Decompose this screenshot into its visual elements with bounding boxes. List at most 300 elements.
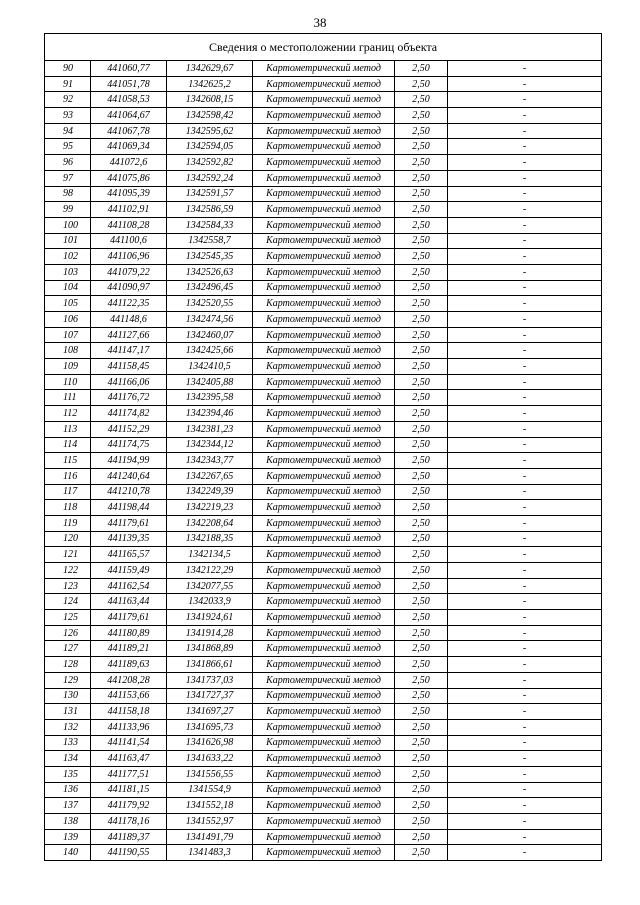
table-row bbox=[45, 264, 602, 280]
y-coordinate-cell: 1342394,46 bbox=[167, 406, 253, 422]
table-row bbox=[45, 217, 602, 233]
y-coordinate-cell: 1342591,57 bbox=[167, 186, 253, 202]
y-coordinate-cell: 1341483,3 bbox=[167, 845, 253, 861]
description-cell: - bbox=[448, 782, 602, 798]
description-cell: - bbox=[448, 484, 602, 500]
x-coordinate-cell: 441162,54 bbox=[91, 578, 167, 594]
accuracy-cell: 2,50 bbox=[395, 406, 448, 422]
table-row bbox=[45, 343, 602, 359]
method-cell: Картометрический метод bbox=[253, 468, 395, 484]
method-cell: Картометрический метод bbox=[253, 296, 395, 312]
y-coordinate-cell: 1341695,73 bbox=[167, 719, 253, 735]
point-number-cell: 97 bbox=[45, 170, 91, 186]
x-coordinate-cell: 441153,66 bbox=[91, 688, 167, 704]
table-row bbox=[45, 672, 602, 688]
accuracy-cell: 2,50 bbox=[395, 719, 448, 735]
accuracy-cell: 2,50 bbox=[395, 202, 448, 218]
table-row bbox=[45, 766, 602, 782]
point-number-cell: 123 bbox=[45, 578, 91, 594]
y-coordinate-cell: 1342134,5 bbox=[167, 547, 253, 563]
y-coordinate-cell: 1342343,77 bbox=[167, 453, 253, 469]
description-cell: - bbox=[448, 672, 602, 688]
description-cell: - bbox=[448, 170, 602, 186]
accuracy-cell: 2,50 bbox=[395, 563, 448, 579]
description-cell: - bbox=[448, 688, 602, 704]
point-number-cell: 113 bbox=[45, 421, 91, 437]
method-cell: Картометрический метод bbox=[253, 798, 395, 814]
accuracy-cell: 2,50 bbox=[395, 421, 448, 437]
method-cell: Картометрический метод bbox=[253, 453, 395, 469]
accuracy-cell: 2,50 bbox=[395, 500, 448, 516]
method-cell: Картометрический метод bbox=[253, 766, 395, 782]
description-cell: - bbox=[448, 343, 602, 359]
x-coordinate-cell: 441180,89 bbox=[91, 625, 167, 641]
y-coordinate-cell: 1342267,65 bbox=[167, 468, 253, 484]
point-number-cell: 99 bbox=[45, 202, 91, 218]
point-number-cell: 98 bbox=[45, 186, 91, 202]
table-row bbox=[45, 547, 602, 563]
method-cell: Картометрический метод bbox=[253, 92, 395, 108]
point-number-cell: 106 bbox=[45, 312, 91, 328]
x-coordinate-cell: 441166,06 bbox=[91, 374, 167, 390]
accuracy-cell: 2,50 bbox=[395, 594, 448, 610]
table-row bbox=[45, 296, 602, 312]
description-cell: - bbox=[448, 186, 602, 202]
point-number-cell: 92 bbox=[45, 92, 91, 108]
table-row bbox=[45, 484, 602, 500]
y-coordinate-cell: 1342520,55 bbox=[167, 296, 253, 312]
accuracy-cell: 2,50 bbox=[395, 468, 448, 484]
table-row bbox=[45, 249, 602, 265]
description-cell: - bbox=[448, 233, 602, 249]
table-row bbox=[45, 515, 602, 531]
accuracy-cell: 2,50 bbox=[395, 641, 448, 657]
method-cell: Картометрический метод bbox=[253, 312, 395, 328]
x-coordinate-cell: 441176,72 bbox=[91, 390, 167, 406]
table-row bbox=[45, 704, 602, 720]
description-cell: - bbox=[448, 390, 602, 406]
method-cell: Картометрический метод bbox=[253, 547, 395, 563]
table-row bbox=[45, 139, 602, 155]
accuracy-cell: 2,50 bbox=[395, 139, 448, 155]
x-coordinate-cell: 441178,16 bbox=[91, 814, 167, 830]
x-coordinate-cell: 441139,35 bbox=[91, 531, 167, 547]
description-cell: - bbox=[448, 312, 602, 328]
accuracy-cell: 2,50 bbox=[395, 672, 448, 688]
table-row bbox=[45, 468, 602, 484]
table-row bbox=[45, 500, 602, 516]
x-coordinate-cell: 441069,34 bbox=[91, 139, 167, 155]
method-cell: Картометрический метод bbox=[253, 751, 395, 767]
y-coordinate-cell: 1342592,82 bbox=[167, 155, 253, 171]
method-cell: Картометрический метод bbox=[253, 845, 395, 861]
description-cell: - bbox=[448, 563, 602, 579]
point-number-cell: 130 bbox=[45, 688, 91, 704]
description-cell: - bbox=[448, 657, 602, 673]
method-cell: Картометрический метод bbox=[253, 421, 395, 437]
y-coordinate-cell: 1342460,07 bbox=[167, 327, 253, 343]
description-cell: - bbox=[448, 217, 602, 233]
table-row bbox=[45, 814, 602, 830]
table-row bbox=[45, 406, 602, 422]
y-coordinate-cell: 1342033,9 bbox=[167, 594, 253, 610]
description-cell: - bbox=[448, 814, 602, 830]
x-coordinate-cell: 441064,67 bbox=[91, 108, 167, 124]
point-number-cell: 102 bbox=[45, 249, 91, 265]
table-row bbox=[45, 437, 602, 453]
table-row bbox=[45, 782, 602, 798]
x-coordinate-cell: 441210,78 bbox=[91, 484, 167, 500]
y-coordinate-cell: 1342625,2 bbox=[167, 76, 253, 92]
method-cell: Картометрический метод bbox=[253, 515, 395, 531]
table-row bbox=[45, 610, 602, 626]
accuracy-cell: 2,50 bbox=[395, 625, 448, 641]
y-coordinate-cell: 1341697,27 bbox=[167, 704, 253, 720]
y-coordinate-cell: 1342586,59 bbox=[167, 202, 253, 218]
y-coordinate-cell: 1342344,12 bbox=[167, 437, 253, 453]
accuracy-cell: 2,50 bbox=[395, 327, 448, 343]
point-number-cell: 137 bbox=[45, 798, 91, 814]
x-coordinate-cell: 441158,18 bbox=[91, 704, 167, 720]
y-coordinate-cell: 1341727,37 bbox=[167, 688, 253, 704]
x-coordinate-cell: 441095,39 bbox=[91, 186, 167, 202]
description-cell: - bbox=[448, 155, 602, 171]
table-row bbox=[45, 594, 602, 610]
table-row bbox=[45, 563, 602, 579]
y-coordinate-cell: 1342381,23 bbox=[167, 421, 253, 437]
table-row bbox=[45, 453, 602, 469]
description-cell: - bbox=[448, 453, 602, 469]
point-number-cell: 107 bbox=[45, 327, 91, 343]
description-cell: - bbox=[448, 766, 602, 782]
method-cell: Картометрический метод bbox=[253, 264, 395, 280]
table-row bbox=[45, 76, 602, 92]
table-row bbox=[45, 688, 602, 704]
point-number-cell: 127 bbox=[45, 641, 91, 657]
accuracy-cell: 2,50 bbox=[395, 798, 448, 814]
point-number-cell: 96 bbox=[45, 155, 91, 171]
table-row bbox=[45, 155, 602, 171]
x-coordinate-cell: 441152,29 bbox=[91, 421, 167, 437]
point-number-cell: 93 bbox=[45, 108, 91, 124]
y-coordinate-cell: 1342595,62 bbox=[167, 123, 253, 139]
accuracy-cell: 2,50 bbox=[395, 61, 448, 77]
method-cell: Картометрический метод bbox=[253, 719, 395, 735]
method-cell: Картометрический метод bbox=[253, 123, 395, 139]
method-cell: Картометрический метод bbox=[253, 782, 395, 798]
point-number-cell: 134 bbox=[45, 751, 91, 767]
x-coordinate-cell: 441122,35 bbox=[91, 296, 167, 312]
x-coordinate-cell: 441174,75 bbox=[91, 437, 167, 453]
accuracy-cell: 2,50 bbox=[395, 264, 448, 280]
method-cell: Картометрический метод bbox=[253, 484, 395, 500]
table-row bbox=[45, 123, 602, 139]
description-cell: - bbox=[448, 139, 602, 155]
y-coordinate-cell: 1342077,55 bbox=[167, 578, 253, 594]
point-number-cell: 114 bbox=[45, 437, 91, 453]
x-coordinate-cell: 441198,44 bbox=[91, 500, 167, 516]
method-cell: Картометрический метод bbox=[253, 688, 395, 704]
y-coordinate-cell: 1342474,56 bbox=[167, 312, 253, 328]
method-cell: Картометрический метод bbox=[253, 108, 395, 124]
point-number-cell: 140 bbox=[45, 845, 91, 861]
description-cell: - bbox=[448, 280, 602, 296]
table-row bbox=[45, 578, 602, 594]
accuracy-cell: 2,50 bbox=[395, 484, 448, 500]
point-number-cell: 129 bbox=[45, 672, 91, 688]
x-coordinate-cell: 441108,28 bbox=[91, 217, 167, 233]
y-coordinate-cell: 1342405,88 bbox=[167, 374, 253, 390]
accuracy-cell: 2,50 bbox=[395, 296, 448, 312]
y-coordinate-cell: 1341866,61 bbox=[167, 657, 253, 673]
description-cell: - bbox=[448, 798, 602, 814]
method-cell: Картометрический метод bbox=[253, 531, 395, 547]
method-cell: Картометрический метод bbox=[253, 735, 395, 751]
accuracy-cell: 2,50 bbox=[395, 312, 448, 328]
point-number-cell: 120 bbox=[45, 531, 91, 547]
method-cell: Картометрический метод bbox=[253, 61, 395, 77]
method-cell: Картометрический метод bbox=[253, 327, 395, 343]
accuracy-cell: 2,50 bbox=[395, 233, 448, 249]
point-number-cell: 119 bbox=[45, 515, 91, 531]
point-number-cell: 122 bbox=[45, 563, 91, 579]
x-coordinate-cell: 441163,44 bbox=[91, 594, 167, 610]
table-row bbox=[45, 327, 602, 343]
x-coordinate-cell: 441240,64 bbox=[91, 468, 167, 484]
y-coordinate-cell: 1342122,29 bbox=[167, 563, 253, 579]
accuracy-cell: 2,50 bbox=[395, 688, 448, 704]
point-number-cell: 125 bbox=[45, 610, 91, 626]
x-coordinate-cell: 441127,66 bbox=[91, 327, 167, 343]
x-coordinate-cell: 441090,97 bbox=[91, 280, 167, 296]
point-number-cell: 101 bbox=[45, 233, 91, 249]
table-title: Сведения о местоположении границ объекта bbox=[45, 34, 602, 61]
accuracy-cell: 2,50 bbox=[395, 610, 448, 626]
y-coordinate-cell: 1342425,66 bbox=[167, 343, 253, 359]
accuracy-cell: 2,50 bbox=[395, 343, 448, 359]
y-coordinate-cell: 1342594,05 bbox=[167, 139, 253, 155]
description-cell: - bbox=[448, 735, 602, 751]
method-cell: Картометрический метод bbox=[253, 563, 395, 579]
x-coordinate-cell: 441079,22 bbox=[91, 264, 167, 280]
table-row bbox=[45, 845, 602, 861]
x-coordinate-cell: 441147,17 bbox=[91, 343, 167, 359]
y-coordinate-cell: 1342584,33 bbox=[167, 217, 253, 233]
y-coordinate-cell: 1341633,22 bbox=[167, 751, 253, 767]
point-number-cell: 91 bbox=[45, 76, 91, 92]
y-coordinate-cell: 1341924,61 bbox=[167, 610, 253, 626]
description-cell: - bbox=[448, 515, 602, 531]
y-coordinate-cell: 1342410,5 bbox=[167, 359, 253, 375]
description-cell: - bbox=[448, 531, 602, 547]
table-row bbox=[45, 641, 602, 657]
x-coordinate-cell: 441189,63 bbox=[91, 657, 167, 673]
table-row bbox=[45, 735, 602, 751]
boundary-coordinates-table bbox=[44, 33, 602, 861]
point-number-cell: 133 bbox=[45, 735, 91, 751]
table-row bbox=[45, 108, 602, 124]
method-cell: Картометрический метод bbox=[253, 610, 395, 626]
accuracy-cell: 2,50 bbox=[395, 217, 448, 233]
x-coordinate-cell: 441179,61 bbox=[91, 610, 167, 626]
x-coordinate-cell: 441194,99 bbox=[91, 453, 167, 469]
method-cell: Картометрический метод bbox=[253, 217, 395, 233]
accuracy-cell: 2,50 bbox=[395, 92, 448, 108]
y-coordinate-cell: 1341552,97 bbox=[167, 814, 253, 830]
point-number-cell: 109 bbox=[45, 359, 91, 375]
point-number-cell: 90 bbox=[45, 61, 91, 77]
accuracy-cell: 2,50 bbox=[395, 186, 448, 202]
table-row bbox=[45, 531, 602, 547]
point-number-cell: 117 bbox=[45, 484, 91, 500]
point-number-cell: 132 bbox=[45, 719, 91, 735]
method-cell: Картометрический метод bbox=[253, 359, 395, 375]
method-cell: Картометрический метод bbox=[253, 657, 395, 673]
description-cell: - bbox=[448, 327, 602, 343]
description-cell: - bbox=[448, 359, 602, 375]
accuracy-cell: 2,50 bbox=[395, 782, 448, 798]
y-coordinate-cell: 1341556,55 bbox=[167, 766, 253, 782]
x-coordinate-cell: 441208,28 bbox=[91, 672, 167, 688]
x-coordinate-cell: 441106,96 bbox=[91, 249, 167, 265]
y-coordinate-cell: 1341868,89 bbox=[167, 641, 253, 657]
description-cell: - bbox=[448, 406, 602, 422]
x-coordinate-cell: 441100,6 bbox=[91, 233, 167, 249]
accuracy-cell: 2,50 bbox=[395, 657, 448, 673]
accuracy-cell: 2,50 bbox=[395, 515, 448, 531]
point-number-cell: 126 bbox=[45, 625, 91, 641]
method-cell: Картометрический метод bbox=[253, 500, 395, 516]
point-number-cell: 139 bbox=[45, 829, 91, 845]
x-coordinate-cell: 441174,82 bbox=[91, 406, 167, 422]
x-coordinate-cell: 441141,54 bbox=[91, 735, 167, 751]
description-cell: - bbox=[448, 751, 602, 767]
point-number-cell: 128 bbox=[45, 657, 91, 673]
y-coordinate-cell: 1342526,63 bbox=[167, 264, 253, 280]
x-coordinate-cell: 441165,57 bbox=[91, 547, 167, 563]
accuracy-cell: 2,50 bbox=[395, 751, 448, 767]
x-coordinate-cell: 441148,6 bbox=[91, 312, 167, 328]
description-cell: - bbox=[448, 500, 602, 516]
accuracy-cell: 2,50 bbox=[395, 76, 448, 92]
y-coordinate-cell: 1341491,79 bbox=[167, 829, 253, 845]
y-coordinate-cell: 1342249,39 bbox=[167, 484, 253, 500]
y-coordinate-cell: 1341552,18 bbox=[167, 798, 253, 814]
point-number-cell: 121 bbox=[45, 547, 91, 563]
table-row bbox=[45, 719, 602, 735]
x-coordinate-cell: 441179,61 bbox=[91, 515, 167, 531]
accuracy-cell: 2,50 bbox=[395, 123, 448, 139]
method-cell: Картометрический метод bbox=[253, 249, 395, 265]
point-number-cell: 116 bbox=[45, 468, 91, 484]
table-row bbox=[45, 798, 602, 814]
y-coordinate-cell: 1342545,35 bbox=[167, 249, 253, 265]
accuracy-cell: 2,50 bbox=[395, 814, 448, 830]
description-cell: - bbox=[448, 578, 602, 594]
table-row bbox=[45, 751, 602, 767]
method-cell: Картометрический метод bbox=[253, 578, 395, 594]
point-number-cell: 100 bbox=[45, 217, 91, 233]
y-coordinate-cell: 1342592,24 bbox=[167, 170, 253, 186]
y-coordinate-cell: 1342395,58 bbox=[167, 390, 253, 406]
table-row bbox=[45, 186, 602, 202]
x-coordinate-cell: 441189,37 bbox=[91, 829, 167, 845]
y-coordinate-cell: 1342219,23 bbox=[167, 500, 253, 516]
y-coordinate-cell: 1342208,64 bbox=[167, 515, 253, 531]
description-cell: - bbox=[448, 249, 602, 265]
description-cell: - bbox=[448, 92, 602, 108]
table-row bbox=[45, 233, 602, 249]
x-coordinate-cell: 441058,53 bbox=[91, 92, 167, 108]
method-cell: Картометрический метод bbox=[253, 829, 395, 845]
description-cell: - bbox=[448, 437, 602, 453]
description-cell: - bbox=[448, 61, 602, 77]
description-cell: - bbox=[448, 845, 602, 861]
point-number-cell: 95 bbox=[45, 139, 91, 155]
accuracy-cell: 2,50 bbox=[395, 531, 448, 547]
description-cell: - bbox=[448, 264, 602, 280]
point-number-cell: 135 bbox=[45, 766, 91, 782]
point-number-cell: 112 bbox=[45, 406, 91, 422]
description-cell: - bbox=[448, 547, 602, 563]
y-coordinate-cell: 1342558,7 bbox=[167, 233, 253, 249]
table-row bbox=[45, 280, 602, 296]
table-row bbox=[45, 170, 602, 186]
y-coordinate-cell: 1341554,9 bbox=[167, 782, 253, 798]
method-cell: Картометрический метод bbox=[253, 202, 395, 218]
table-row bbox=[45, 61, 602, 77]
description-cell: - bbox=[448, 468, 602, 484]
method-cell: Картометрический метод bbox=[253, 139, 395, 155]
x-coordinate-cell: 441163,47 bbox=[91, 751, 167, 767]
y-coordinate-cell: 1342188,35 bbox=[167, 531, 253, 547]
method-cell: Картометрический метод bbox=[253, 170, 395, 186]
point-number-cell: 115 bbox=[45, 453, 91, 469]
method-cell: Картометрический метод bbox=[253, 406, 395, 422]
table-row bbox=[45, 312, 602, 328]
table-title-row bbox=[45, 34, 602, 61]
method-cell: Картометрический метод bbox=[253, 374, 395, 390]
accuracy-cell: 2,50 bbox=[395, 108, 448, 124]
x-coordinate-cell: 441179,92 bbox=[91, 798, 167, 814]
method-cell: Картометрический метод bbox=[253, 641, 395, 657]
method-cell: Картометрический метод bbox=[253, 814, 395, 830]
description-cell: - bbox=[448, 641, 602, 657]
method-cell: Картометрический метод bbox=[253, 233, 395, 249]
table-row bbox=[45, 374, 602, 390]
point-number-cell: 111 bbox=[45, 390, 91, 406]
accuracy-cell: 2,50 bbox=[395, 578, 448, 594]
accuracy-cell: 2,50 bbox=[395, 374, 448, 390]
accuracy-cell: 2,50 bbox=[395, 155, 448, 171]
description-cell: - bbox=[448, 625, 602, 641]
description-cell: - bbox=[448, 704, 602, 720]
page-number: 38 bbox=[313, 15, 327, 30]
point-number-cell: 108 bbox=[45, 343, 91, 359]
description-cell: - bbox=[448, 610, 602, 626]
method-cell: Картометрический метод bbox=[253, 155, 395, 171]
accuracy-cell: 2,50 bbox=[395, 766, 448, 782]
method-cell: Картометрический метод bbox=[253, 594, 395, 610]
x-coordinate-cell: 441190,55 bbox=[91, 845, 167, 861]
table-row bbox=[45, 359, 602, 375]
method-cell: Картометрический метод bbox=[253, 437, 395, 453]
y-coordinate-cell: 1341737,03 bbox=[167, 672, 253, 688]
x-coordinate-cell: 441102,91 bbox=[91, 202, 167, 218]
accuracy-cell: 2,50 bbox=[395, 547, 448, 563]
y-coordinate-cell: 1341626,98 bbox=[167, 735, 253, 751]
method-cell: Картометрический метод bbox=[253, 186, 395, 202]
